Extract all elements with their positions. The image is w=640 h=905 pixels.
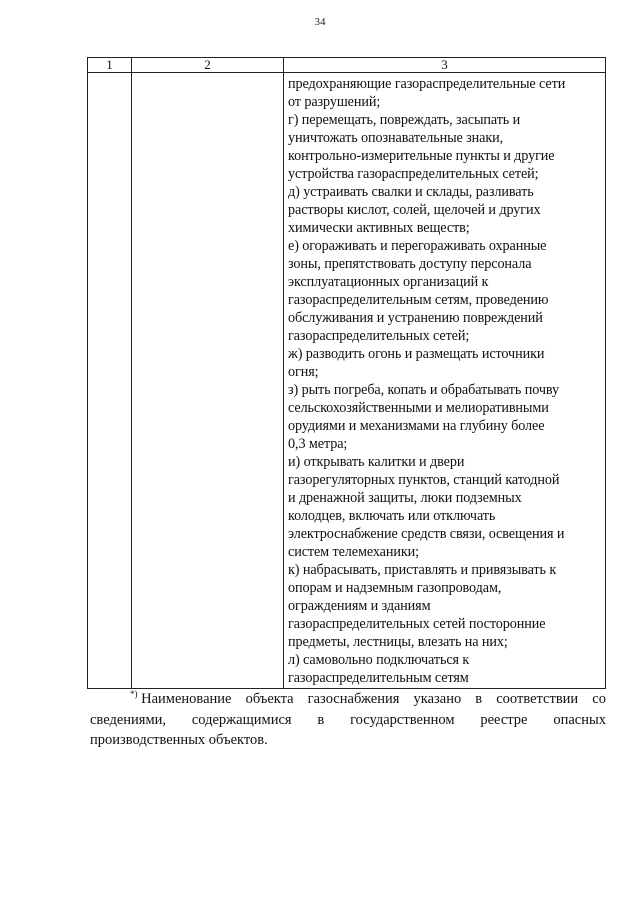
footnote-word: в <box>317 711 325 728</box>
text-line: г) перемещать, повреждать, засыпать и <box>288 112 521 128</box>
text-line: орудиями и механизмами на глубину более <box>288 418 545 434</box>
column-header-1: 1 <box>88 58 132 73</box>
footnote-word: реестре <box>480 711 528 728</box>
footnote-word: со <box>592 691 606 707</box>
text-line: з) рыть погреба, копать и обрабатывать почву <box>288 382 559 398</box>
text-line: предохраняющие газораспределительные сети <box>288 76 566 92</box>
text-line: обслуживания и устранению повреждений <box>288 310 543 326</box>
footnote-word: в <box>475 691 483 707</box>
text-line: л) самовольно подключаться к <box>288 652 470 668</box>
text-line: предметы, лестницы, влезать на них; <box>288 634 508 650</box>
text-line: контрольно-измерительные пункты и другие <box>288 148 555 164</box>
document-table <box>87 57 606 689</box>
text-line: уничтожать опознавательные знаки, <box>288 130 504 146</box>
text-line: сельскохозяйственными и мелиоративными <box>288 400 549 416</box>
text-line: эксплуатационных организаций к <box>288 274 489 290</box>
text-line: и дренажной защиты, люки подземных <box>288 490 522 506</box>
table-header-row <box>88 58 606 73</box>
text-line: газораспределительных сетей; <box>288 328 470 344</box>
footnote-line-3: производственных объектов. <box>90 732 268 748</box>
text-line: е) огораживать и перегораживать охранные <box>288 238 547 254</box>
text-line: ж) разводить огонь и размещать источники <box>288 346 545 362</box>
text-line: 0,3 метра; <box>288 436 348 452</box>
text-line: устройства газораспределительных сетей; <box>288 166 539 182</box>
text-line: растворы кислот, солей, щелочей и других <box>288 202 541 218</box>
text-line: электроснабжение средств связи, освещения и <box>288 526 565 542</box>
column-header-3: 3 <box>284 58 606 73</box>
text-line: газораспределительным сетям <box>288 670 469 686</box>
text-line: систем телемеханики; <box>288 544 419 560</box>
column-header-2: 2 <box>132 58 284 73</box>
table-row <box>88 73 606 689</box>
text-line: газораспределительных сетей посторонние <box>288 616 546 632</box>
page-number: 34 <box>314 16 326 28</box>
footnote-word: газоснабжения <box>307 691 400 707</box>
restrictions-text-cell <box>284 73 606 689</box>
footnote-word: содержащимися <box>191 711 292 728</box>
text-line: огня; <box>288 364 319 380</box>
text-line: и) открывать калитки и двери <box>288 454 465 470</box>
footnote-word: опасных <box>553 711 606 728</box>
text-line: газораспределительным сетям, проведению <box>288 292 549 308</box>
text-line: опорам и надземным газопроводам, <box>288 580 502 596</box>
footnote-line-2 <box>90 710 606 731</box>
text-line: зоны, препятствовать доступу персонала <box>288 256 532 272</box>
footnote-word: государственном <box>350 711 455 728</box>
column-1-cell <box>88 73 132 689</box>
footnote-word: указано <box>413 691 462 707</box>
text-line: от разрушений; <box>288 94 381 110</box>
text-line: д) устраивать свалки и склады, разливать <box>288 184 534 200</box>
footnote-line-1 <box>90 689 606 710</box>
footnote-word-text: Наименование <box>141 691 232 707</box>
footnote-word: соответствии <box>496 691 579 707</box>
footnote-mark: *) <box>130 689 138 700</box>
text-line: колодцев, включать или отключать <box>288 508 496 524</box>
text-line: газорегуляторных пунктов, станций катодной <box>288 472 560 488</box>
text-line: химически активных веществ; <box>288 220 470 236</box>
footnote <box>90 689 606 751</box>
footnote-word <box>130 689 231 710</box>
text-line: к) набрасывать, приставлять и привязывать к <box>288 562 557 578</box>
text-line: ограждениям и зданиям <box>288 598 431 614</box>
footnote-word: сведениями, <box>90 711 167 728</box>
footnote-word: объекта <box>245 691 294 707</box>
column-2-cell <box>132 73 284 689</box>
